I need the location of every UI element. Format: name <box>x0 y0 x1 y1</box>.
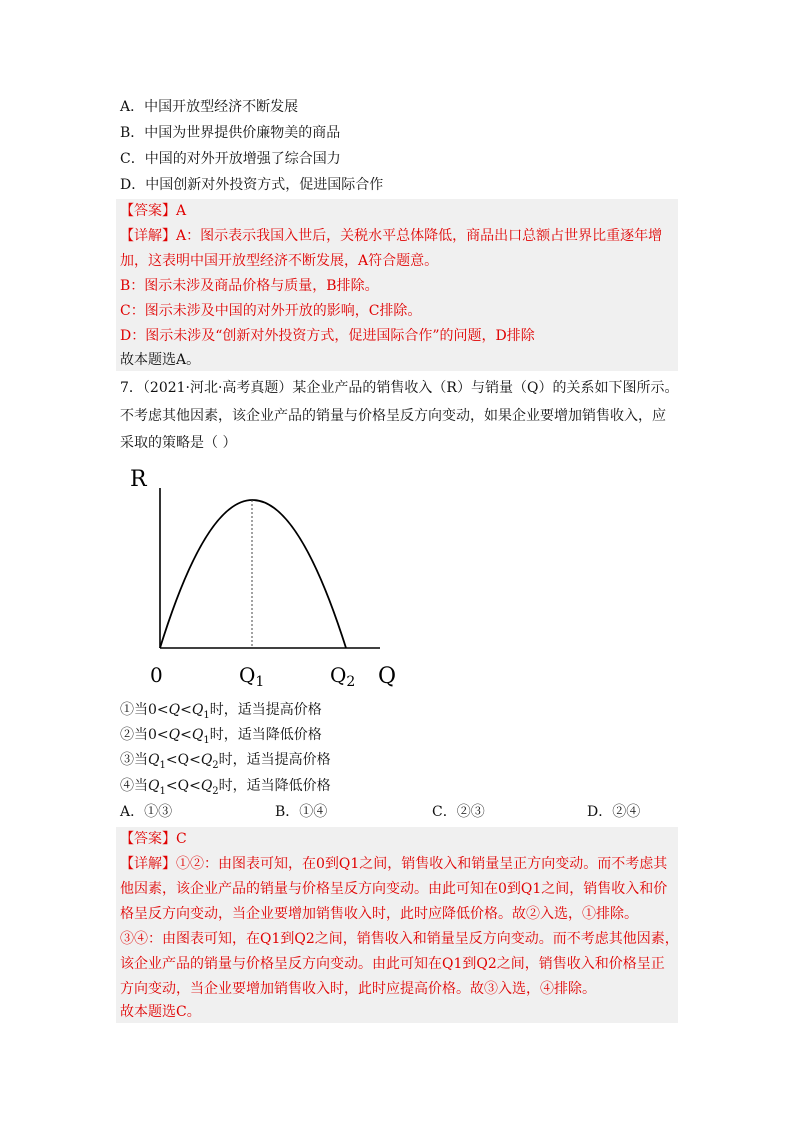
option-d: D．中国创新对外投资方式，促进国际合作 <box>120 177 384 193</box>
analysis-conclusion: 故本题选C。 <box>120 1004 201 1020</box>
q1-label: $Q_1$ <box>239 663 265 690</box>
answer-label: 【答案】C <box>120 831 187 847</box>
analysis-line: B：图示未涉及商品价格与质量，B排除。 <box>120 278 379 294</box>
answer-box-prev <box>116 199 678 371</box>
analysis-line: ③④：由图表可知，在Q1到Q2之间，销售收入和销量呈反方向变动。而不考虑其他因素， <box>120 931 679 947</box>
option-c: C．中国的对外开放增强了综合国力 <box>120 151 341 167</box>
answer-box-q7 <box>116 827 678 1023</box>
question-stem: 7．（2021·河北·高考真题）某企业产品的销售收入（R）与销量（Q）的关系如下图所示。 <box>120 380 679 396</box>
question-stem: 不考虑其他因素，该企业产品的销量与价格呈反方向变动，如果企业要增加销售收入，应 <box>120 408 666 424</box>
question-stem: 采取的策略是（ ） <box>120 435 237 451</box>
choice-d: D．②④ <box>587 804 641 820</box>
analysis-line: 【详解】①②：由图表可知，在0到Q1之间，销售收入和销量呈正方向变动。而不考虑其 <box>120 856 668 872</box>
analysis-line: 加，这表明中国开放型经济不断发展，A符合题意。 <box>120 253 439 269</box>
revenue-curve <box>160 500 346 648</box>
analysis-conclusion: 故本题选A。 <box>120 352 201 368</box>
choice-a: A．①③ <box>120 804 173 820</box>
analysis-line: 该企业产品的销量与价格呈反方向变动。由此可知在Q1到Q2之间，销售收入和价格呈正 <box>120 956 665 972</box>
statement-4: ④当$Q_1<Q<Q_2$时，适当降低价格 <box>120 778 331 797</box>
option-a: A．中国开放型经济不断发展 <box>120 99 299 115</box>
revenue-quantity-figure <box>120 460 410 695</box>
statement-2: ②当$0<Q<Q_1$时，适当降低价格 <box>120 727 322 746</box>
option-b: B．中国为世界提供价廉物美的商品 <box>120 125 341 141</box>
analysis-line: 【详解】A：图示表示我国入世后，关税水平总体降低，商品出口总额占世界比重逐年增 <box>120 228 663 244</box>
analysis-line: 他因素，该企业产品的销量与价格呈反方向变动。由此可知在0到Q1之间，销售收入和价 <box>120 881 668 897</box>
analysis-line: C：图示未涉及中国的对外开放的影响，C排除。 <box>120 303 422 319</box>
analysis-line: 方向变动，当企业要增加销售收入时，此时应提高价格。故③入选，④排除。 <box>120 981 596 997</box>
x-axis-label: Q <box>378 664 397 689</box>
statement-1: ①当$0<Q<Q_1$时，适当提高价格 <box>120 702 322 721</box>
analysis-line: D：图示未涉及“创新对外投资方式，促进国际合作”的问题，D排除 <box>120 328 535 344</box>
analysis-line: 格呈反方向变动，当企业要增加销售收入时，此时应降低价格。故②入选，①排除。 <box>120 906 638 922</box>
y-axis-label: R <box>130 467 147 492</box>
q2-label: $Q_2$ <box>330 663 356 690</box>
choice-b: B．①④ <box>275 804 328 820</box>
statement-3: ③当$Q_1<Q<Q_2$时，适当提高价格 <box>120 752 331 771</box>
origin-label: 0 <box>150 663 163 687</box>
choice-c: C．②③ <box>432 804 485 820</box>
answer-label: 【答案】A <box>120 203 187 219</box>
